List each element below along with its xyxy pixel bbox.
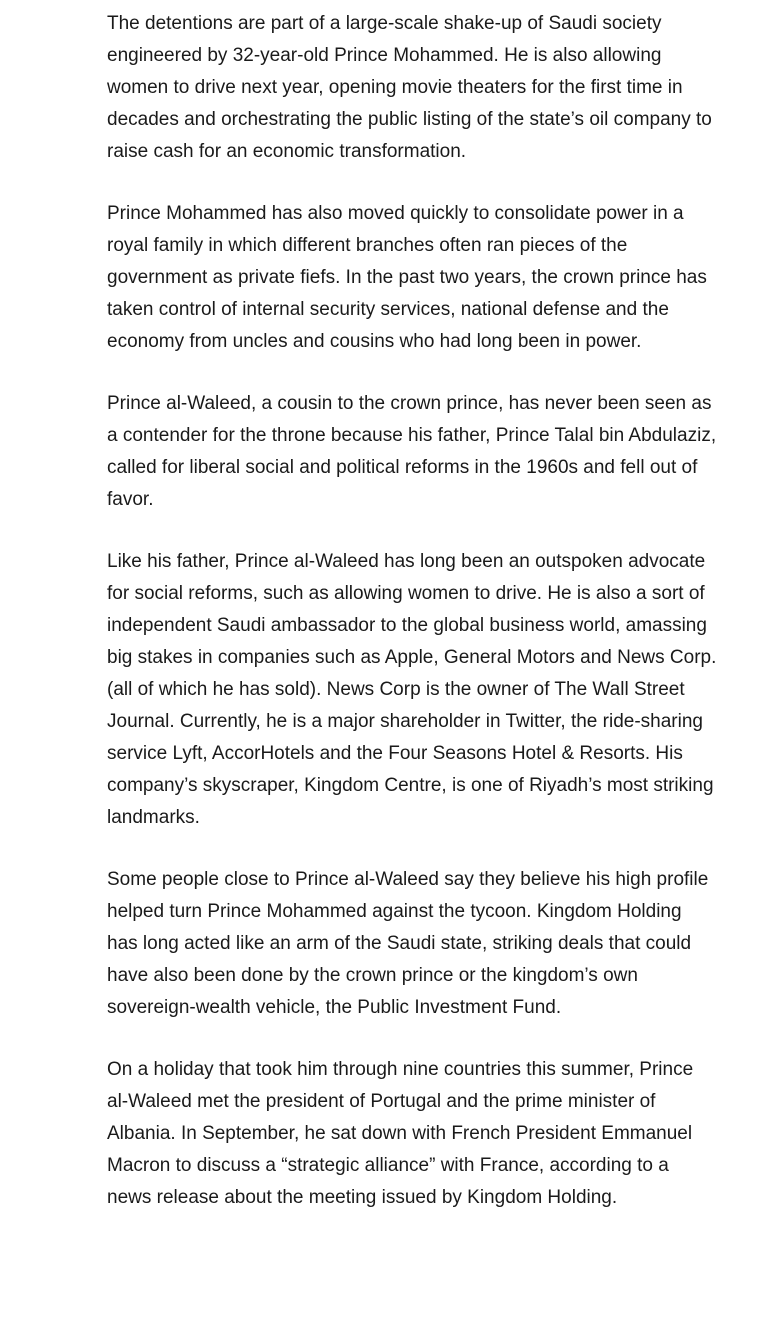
article-paragraph: Some people close to Prince al-Waleed say they believe his high profile helped turn Prince Mohammed against the tycoon. Kingdom Holding has long acted like an arm of the Saudi state, striking deals that could have also been done by the crown prince or the kingdom’s own sovereign-wealth vehicle, the Public Investment Fund. — [107, 869, 709, 1018]
article-paragraph: Prince al-Waleed, a cousin to the crown prince, has never been seen as a contender for the throne because his father, Prince Talal bin Abdulaziz, called for liberal social and political reforms in the 1960s and fell out of favor. — [107, 393, 717, 510]
article-paragraph: The detentions are part of a large-scale shake-up of Saudi society engineered by 32-year-old Prince Mohammed. He is also allowing women to drive next year, opening movie theaters for the first time in decades and orchestrating the public listing of the state’s oil company to raise cash for an economic transformation. — [107, 13, 712, 162]
article-body — [107, 8, 717, 1244]
article-paragraph: On a holiday that took him through nine countries this summer, Prince al-Waleed met the president of Portugal and the prime minister of Albania. In September, he sat down with French President Emmanuel Macron to discuss a “strategic alliance” with France, according to a news release about the meeting issued by Kingdom Holding. — [107, 1059, 694, 1208]
article-paragraph: Prince Mohammed has also moved quickly to consolidate power in a royal family in which different branches often ran pieces of the government as private fiefs. In the past two years, the crown prince has taken control of internal security services, national defense and the economy from uncles and cousins who had long been in power. — [107, 203, 707, 352]
article-paragraph: Like his father, Prince al-Waleed has long been an outspoken advocate for social reforms, such as allowing women to drive. He is also a sort of independent Saudi ambassador to the global business world, amassing big stakes in companies such as Apple, General Motors and News Corp. (all of which he has sold). News Corp is the owner of The Wall Street Journal. Currently, he is a major shareholder in Twitter, the ride-sharing service Lyft, AccorHotels and the Four Seasons Hotel & Resorts. His company’s skyscraper, Kingdom Centre, is one of Riyadh’s most striking landmarks. — [107, 551, 717, 828]
